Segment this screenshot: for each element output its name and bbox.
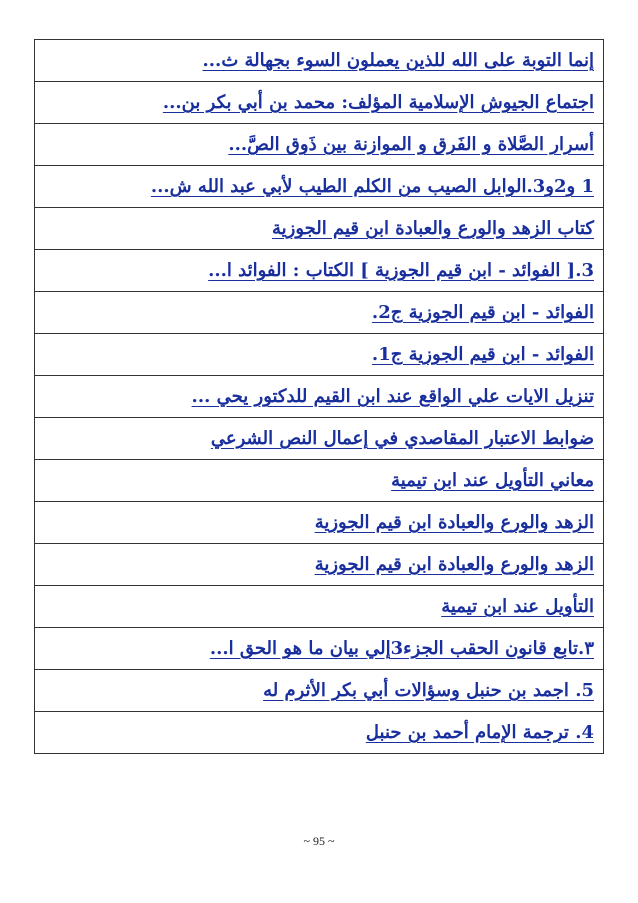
list-item bbox=[35, 712, 604, 754]
table-row bbox=[35, 40, 604, 82]
table-row bbox=[35, 208, 604, 250]
book-link[interactable]: الفوائد - ابن قيم الجوزية ج2. bbox=[371, 302, 594, 323]
book-link[interactable]: 4. ترجمة الإمام أحمد بن حنبل bbox=[365, 722, 594, 743]
book-link[interactable]: ٣.تابع قانون الحقب الجزء3إلي بيان ما هو الحق ا... bbox=[209, 638, 594, 659]
book-link[interactable]: إنما التوبة على الله للذين يعملون السوء بجهالة ث... bbox=[202, 50, 594, 71]
list-item bbox=[35, 670, 604, 712]
table-row bbox=[35, 628, 604, 670]
book-link[interactable]: الفوائد - ابن قيم الجوزية ج1. bbox=[371, 344, 594, 365]
list-item bbox=[35, 166, 604, 208]
table-row bbox=[35, 82, 604, 124]
table-row bbox=[35, 502, 604, 544]
book-link[interactable]: معاني التأويل عند ابن تيمية bbox=[391, 470, 594, 491]
list-item bbox=[35, 376, 604, 418]
list-item bbox=[35, 418, 604, 460]
list-item bbox=[35, 124, 604, 166]
table-row bbox=[35, 418, 604, 460]
book-link[interactable]: ضوابط الاعتبار المقاصدي في إعمال النص الشرعي bbox=[210, 428, 594, 449]
list-item bbox=[35, 334, 604, 376]
table-row bbox=[35, 376, 604, 418]
book-link[interactable]: 5. اجمد بن حنبل وسؤالات أبي بكر الأثرم له bbox=[263, 680, 594, 701]
list-item bbox=[35, 544, 604, 586]
table-row bbox=[35, 292, 604, 334]
table-row bbox=[35, 670, 604, 712]
book-link[interactable]: 1 و2و3.الوابل الصيب من الكلم الطيب لأبي عبد الله ش... bbox=[150, 176, 594, 197]
book-link[interactable]: الزهد والورع والعبادة ابن قيم الجوزية bbox=[314, 512, 594, 533]
table-row bbox=[35, 460, 604, 502]
list-item bbox=[35, 586, 604, 628]
table-row bbox=[35, 544, 604, 586]
list-item bbox=[35, 208, 604, 250]
table-row bbox=[35, 250, 604, 292]
list-item bbox=[35, 628, 604, 670]
book-link[interactable]: اجتماع الجيوش الإسلامية المؤلف: محمد بن أبي بكر بن... bbox=[162, 92, 594, 113]
book-link[interactable]: 3.[ الفوائد - ابن قيم الجوزية ] الكتاب : الفوائد ا... bbox=[208, 260, 594, 281]
book-list-table bbox=[34, 39, 604, 754]
list-item bbox=[35, 40, 604, 82]
table-row bbox=[35, 586, 604, 628]
list-item bbox=[35, 502, 604, 544]
list-item bbox=[35, 460, 604, 502]
table-row bbox=[35, 124, 604, 166]
page-number: ~ 95 ~ bbox=[303, 834, 335, 848]
list-item bbox=[35, 292, 604, 334]
book-link[interactable]: تنزيل الايات علي الواقع عند ابن القيم للدكتور يحي ... bbox=[191, 386, 594, 407]
book-link[interactable]: الزهد والورع والعبادة ابن قيم الجوزية bbox=[314, 554, 594, 575]
book-link[interactable]: التأويل عند ابن تيمية bbox=[441, 596, 594, 617]
table-row bbox=[35, 712, 604, 754]
table-row bbox=[35, 334, 604, 376]
book-link[interactable]: كتاب الزهد والورع والعبادة ابن قيم الجوزية bbox=[271, 218, 594, 239]
table-row bbox=[35, 166, 604, 208]
book-link[interactable]: أسرار الصَّلاة و الفَرق و الموازنة بين ذَوق الصَّ... bbox=[228, 134, 594, 155]
list-item bbox=[35, 250, 604, 292]
list-item bbox=[35, 82, 604, 124]
